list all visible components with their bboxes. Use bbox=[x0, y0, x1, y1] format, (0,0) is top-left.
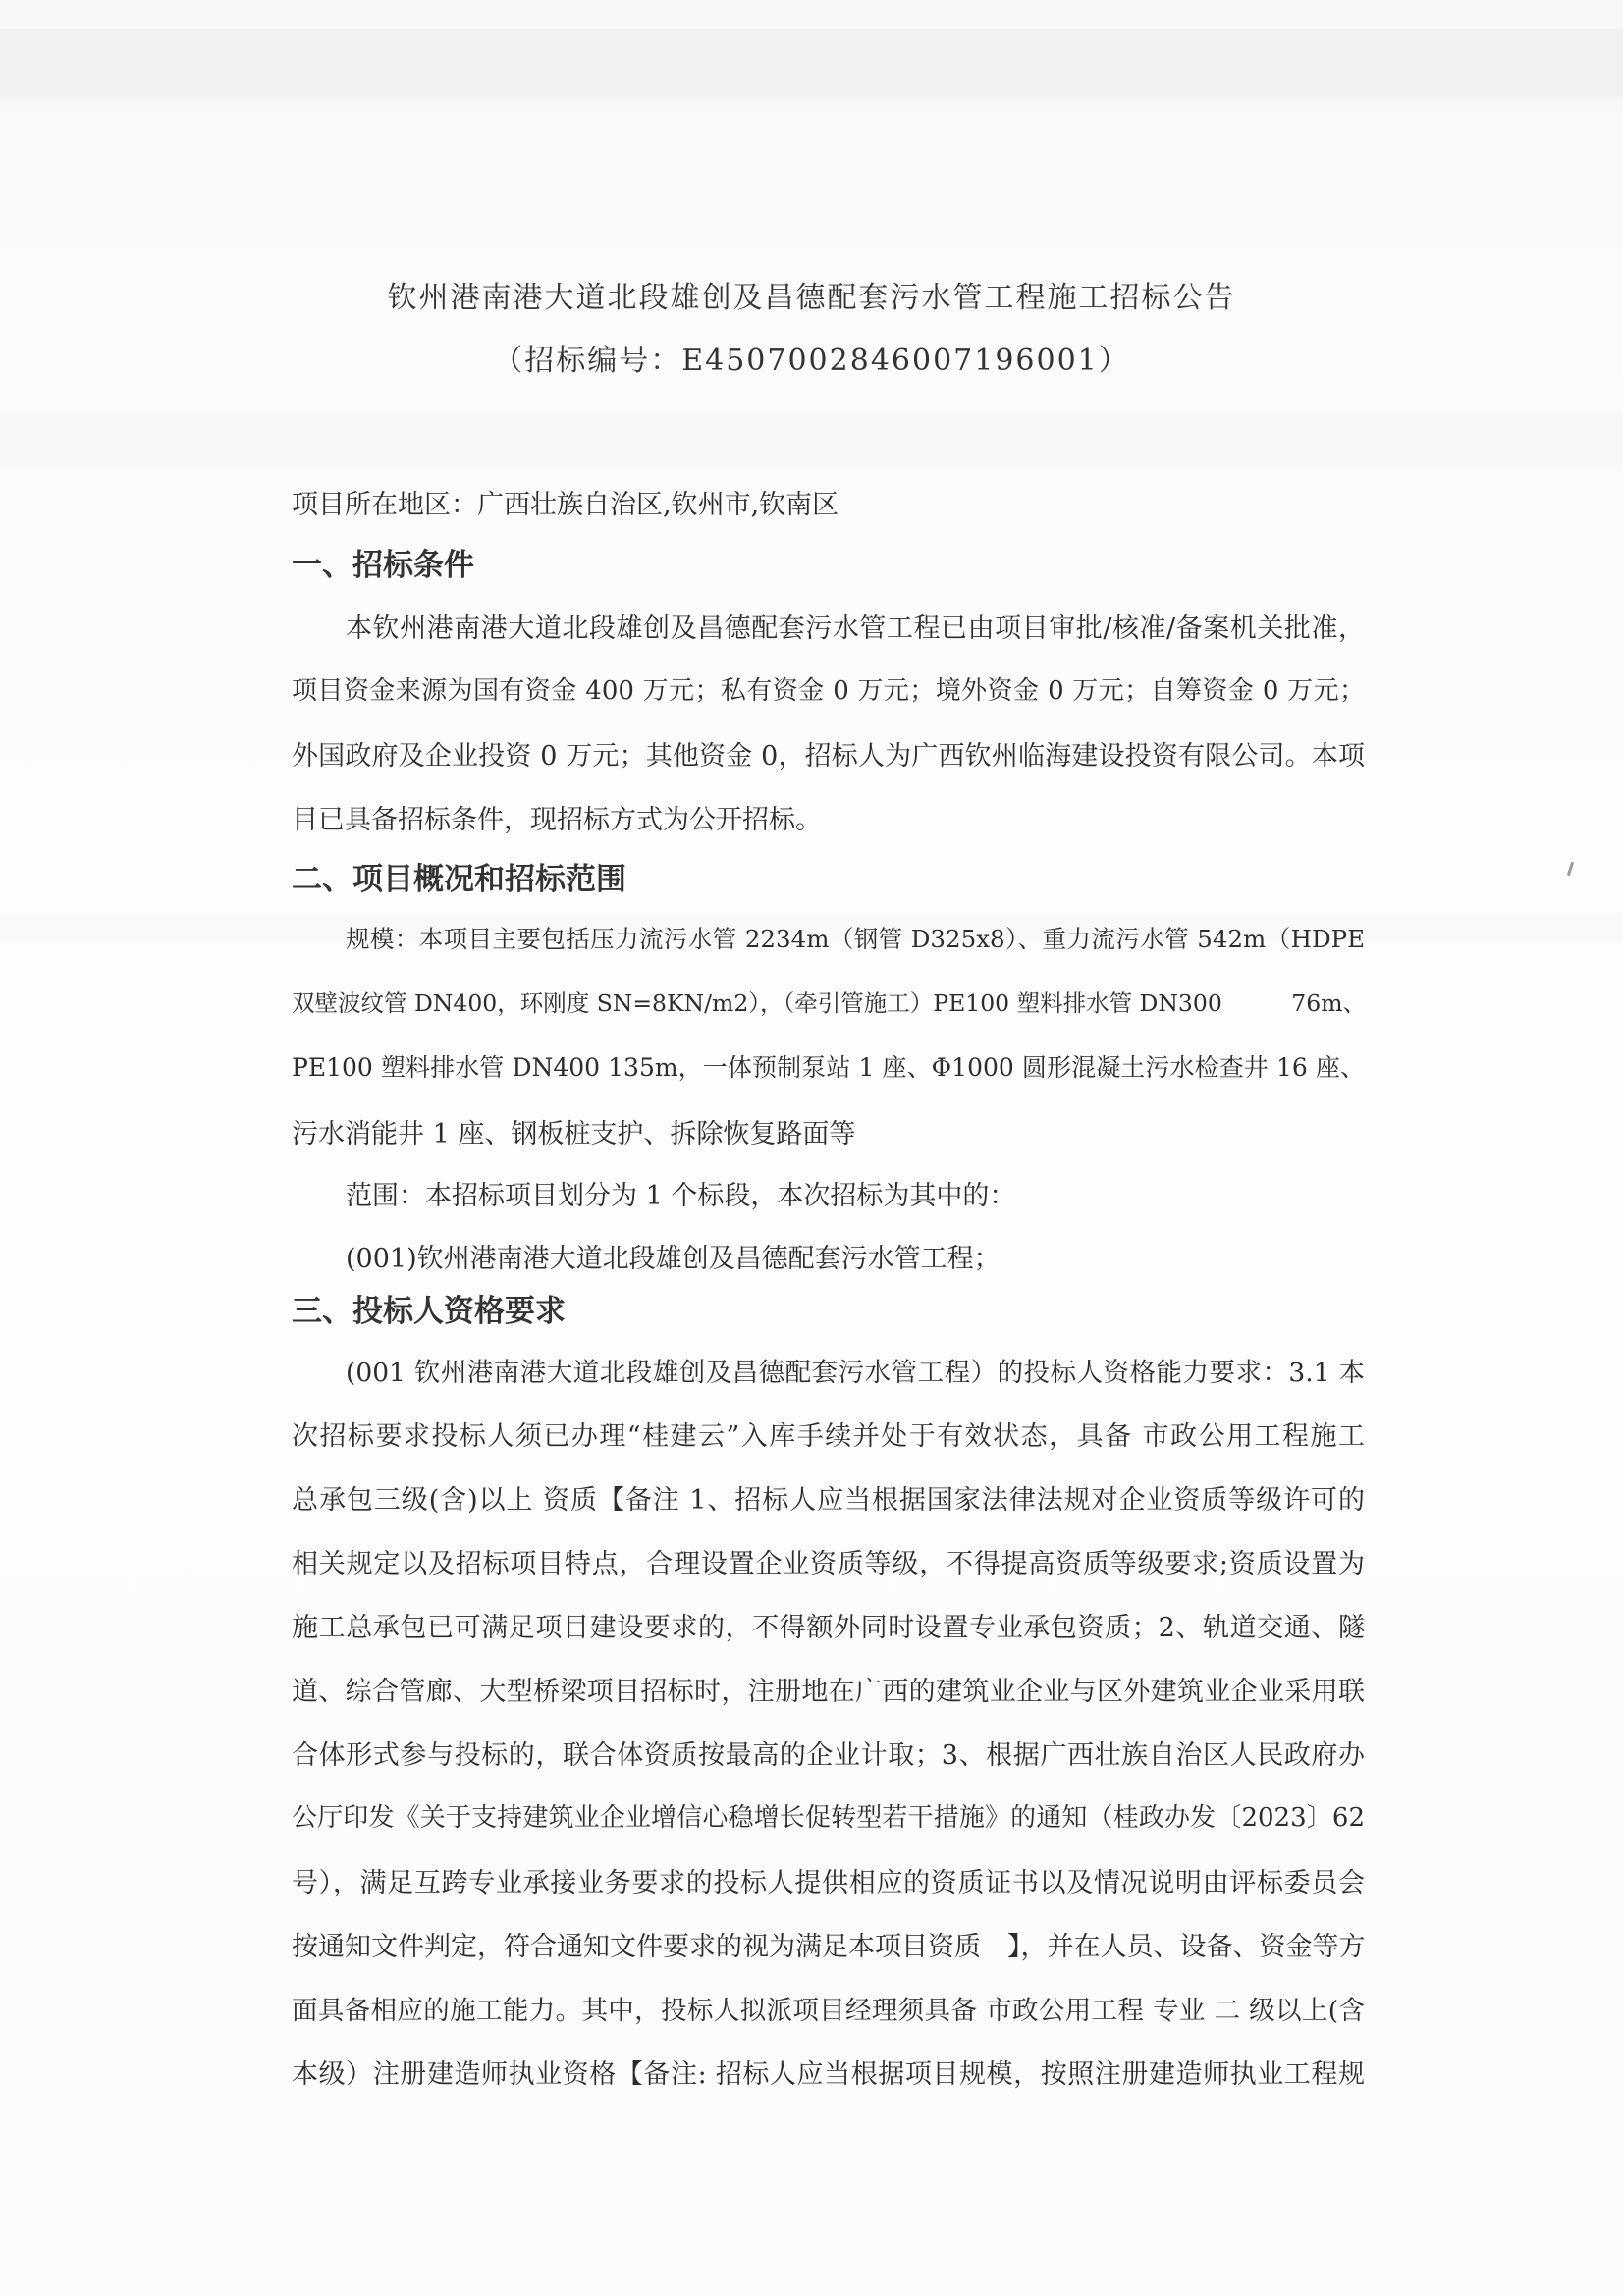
paragraph-line: 相关规定以及招标项目特点，合理设置企业资质等级，不得提高资质等级要求;资质设置为 bbox=[292, 1549, 1365, 1579]
paragraph-line: 目已具备招标条件，现招标方式为公开招标。 bbox=[292, 805, 822, 835]
paragraph-line: 道、综合管廊、大型桥梁项目招标时，注册地在广西的建筑业企业与区外建筑业企业采用联 bbox=[292, 1677, 1365, 1707]
paragraph-line: 按通知文件判定，符合通知文件要求的视为满足本项目资质 】，并在人员、设备、资金等方 bbox=[292, 1932, 1366, 1962]
paragraph-line: 污水消能井 1 座、钢板桩支护、拆除恢复路面等 bbox=[292, 1119, 856, 1149]
paragraph-line: 外国政府及企业投资 0 万元；其他资金 0，招标人为广西钦州临海建设投资有限公司。本项 bbox=[292, 741, 1365, 772]
section-heading: 一、招标条件 bbox=[292, 548, 474, 583]
paragraph-line: (001)钦州港南港大道北段雄创及昌德配套污水管工程； bbox=[346, 1244, 1001, 1274]
document-title: 钦州港南港大道北段雄创及昌德配套污水管工程施工招标公告 bbox=[387, 281, 1236, 315]
paragraph-line: 总承包三级(含)以上 资质【备注 1、招标人应当根据国家法律法规对企业资质等级许可的 bbox=[292, 1485, 1365, 1516]
scan-shadow bbox=[0, 412, 1623, 471]
paragraph-line: 公厅印发《关于支持建筑业企业增信心稳增长促转型若干措施》的通知（桂政办发〔2023〕62 bbox=[292, 1803, 1365, 1833]
section-heading: 二、项目概况和招标范围 bbox=[292, 862, 626, 897]
scan-shadow bbox=[0, 29, 1623, 98]
scan-speck bbox=[1567, 862, 1574, 876]
paragraph-line: 规模：本项目主要包括压力流污水管 2234m（钢管 D325x8）、重力流污水管 542m（HDPE bbox=[346, 925, 1365, 953]
paragraph-line: 号），满足互跨专业承接业务要求的投标人提供相应的资质证书以及情况说明由评标委员会 bbox=[292, 1868, 1365, 1898]
paragraph-line: 次招标要求投标人须已办理“桂建云”入库手续并处于有效状态，具备 市政公用工程施工 bbox=[292, 1421, 1365, 1452]
paragraph-line: (001 钦州港南港大道北段雄创及昌德配套污水管工程）的投标人资格能力要求：3.1 本 bbox=[346, 1358, 1365, 1388]
paragraph-line: 本级）注册建造师执业资格【备注: 招标人应当根据项目规模，按照注册建造师执业工程规 bbox=[292, 2059, 1365, 2090]
paragraph-line: 范围：本招标项目划分为 1 个标段，本次招标为其中的： bbox=[346, 1181, 1016, 1211]
paragraph-line: 双壁波纹管 DN400，环刚度 SN=8KN/m2），（牵引管施工）PE100 塑料排水管 DN300 76m、 bbox=[292, 989, 1366, 1017]
paragraph-line: 本钦州港南港大道北段雄创及昌德配套污水管工程已由项目审批/核准/备案机关批准， bbox=[346, 614, 1365, 644]
paragraph-line: PE100 塑料排水管 DN400 135m，一体预制泵站 1 座、Φ1000 圆形混凝土污水检查井 16 座、 bbox=[292, 1053, 1365, 1082]
project-region: 项目所在地区：广西壮族自治区,钦州市,钦南区 bbox=[292, 490, 839, 520]
section-heading: 三、投标人资格要求 bbox=[292, 1294, 566, 1329]
paragraph-line: 施工总承包已可满足项目建设要求的，不得额外同时设置专业承包资质；2、轨道交通、隧 bbox=[292, 1613, 1365, 1643]
paragraph-line: 面具备相应的施工能力。其中，投标人拟派项目经理须具备 市政公用工程 专业 二 级以上(含 bbox=[292, 1996, 1365, 2026]
tender-number: （招标编号：E4507002846007196001） bbox=[493, 344, 1130, 378]
paragraph-line: 合体形式参与投标的，联合体资质按最高的企业计取；3、根据广西壮族自治区人民政府办 bbox=[292, 1740, 1365, 1771]
paragraph-line: 项目资金来源为国有资金 400 万元；私有资金 0 万元；境外资金 0 万元；自筹资金 0 万元； bbox=[292, 676, 1365, 706]
